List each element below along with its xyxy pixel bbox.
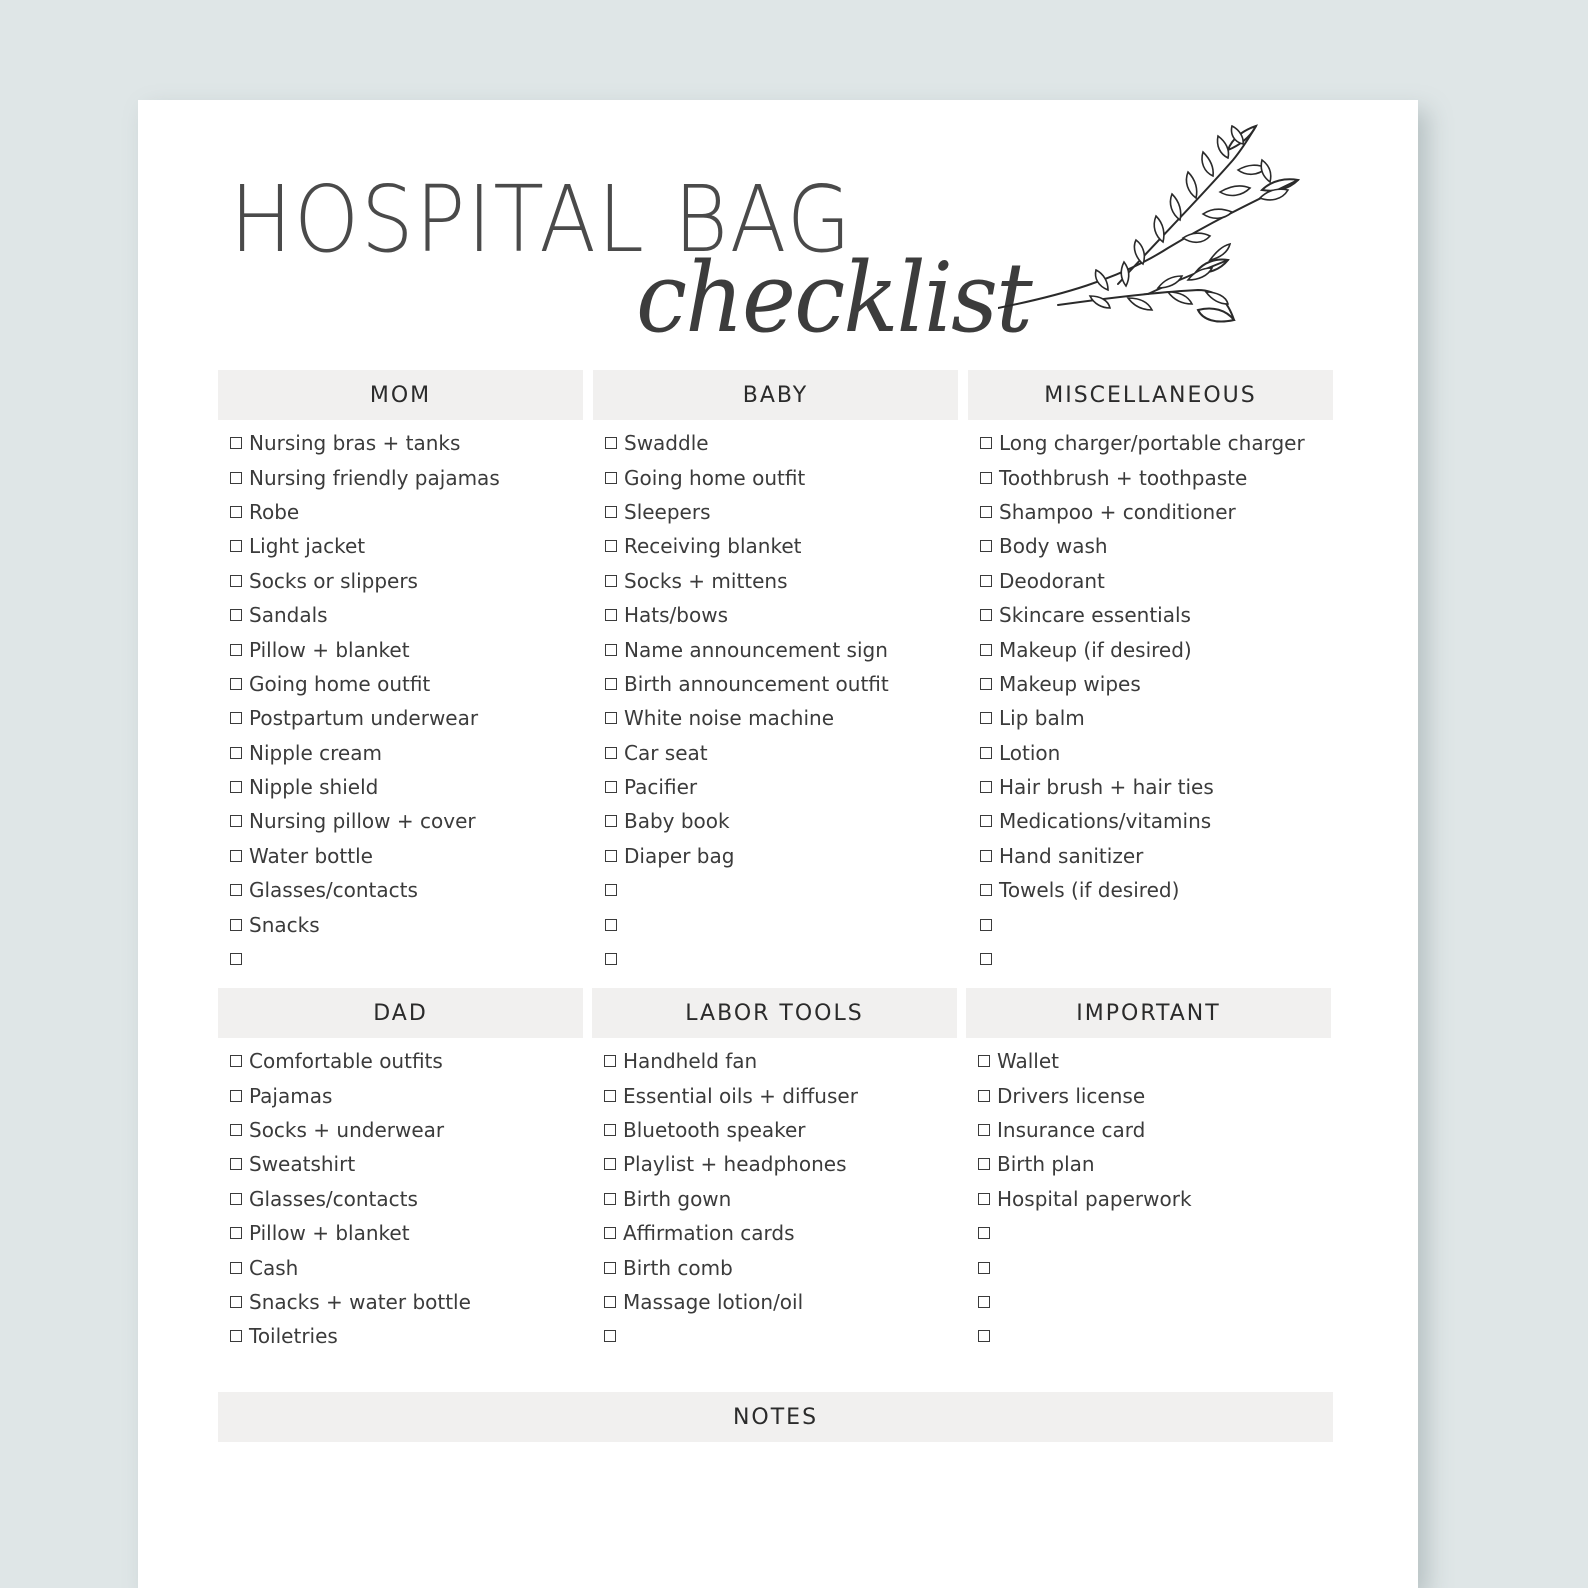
- checkbox-icon[interactable]: [230, 712, 242, 724]
- checklist-item[interactable]: [230, 460, 583, 494]
- checklist-item[interactable]: [605, 529, 958, 563]
- item-label: Nipple cream: [249, 740, 382, 765]
- checklist-item[interactable]: [605, 736, 958, 770]
- checkbox-icon[interactable]: [604, 1262, 616, 1274]
- checklist-item[interactable]: [980, 770, 1333, 804]
- checklist-item[interactable]: [230, 1285, 583, 1319]
- checklist-baby: [593, 420, 958, 976]
- checklist-item[interactable]: [604, 1319, 957, 1353]
- checkbox-icon[interactable]: [230, 781, 242, 793]
- checkbox-icon[interactable]: [605, 884, 617, 896]
- section-header-dad: DAD: [218, 988, 583, 1038]
- checklist-dad: [218, 1038, 583, 1354]
- section-labor-tools: [592, 988, 957, 1354]
- section-miscellaneous: [968, 370, 1333, 976]
- checklist-labor-tools: [592, 1038, 957, 1354]
- item-label: Toothbrush + toothpaste: [999, 465, 1248, 490]
- item-label: Socks + mittens: [624, 568, 788, 593]
- checkbox-icon[interactable]: [230, 472, 242, 484]
- checkbox-icon[interactable]: [604, 1124, 616, 1136]
- checkbox-icon[interactable]: [230, 1296, 242, 1308]
- checkbox-icon[interactable]: [605, 781, 617, 793]
- item-label: Wallet: [997, 1049, 1060, 1074]
- checklist-item[interactable]: [605, 942, 958, 976]
- item-label: Essential oils + diffuser: [623, 1083, 858, 1108]
- checkbox-icon[interactable]: [980, 678, 992, 690]
- checklist-item[interactable]: [230, 1216, 583, 1250]
- section-header-mom: MOM: [218, 370, 583, 420]
- checkbox-icon[interactable]: [978, 1158, 990, 1170]
- item-label: Receiving blanket: [624, 534, 802, 559]
- checklist-item[interactable]: [604, 1044, 957, 1078]
- checklist-item[interactable]: [980, 460, 1333, 494]
- item-label: Birth announcement outfit: [624, 671, 889, 696]
- checkbox-icon[interactable]: [230, 815, 242, 827]
- checkbox-icon[interactable]: [978, 1124, 990, 1136]
- checkbox-icon[interactable]: [604, 1227, 616, 1239]
- checklist-item[interactable]: [980, 736, 1333, 770]
- checkbox-icon[interactable]: [230, 953, 242, 965]
- checklist-item[interactable]: [980, 804, 1333, 838]
- checklist-item[interactable]: [604, 1182, 957, 1216]
- checklist-item[interactable]: [230, 1044, 583, 1078]
- item-label: Hand sanitizer: [999, 843, 1144, 868]
- checkbox-icon[interactable]: [978, 1090, 990, 1102]
- checklist-item[interactable]: [978, 1250, 1331, 1284]
- checklist-item[interactable]: [605, 701, 958, 735]
- item-label: Nipple shield: [249, 775, 379, 800]
- checklist-item[interactable]: [604, 1250, 957, 1284]
- checklist-item[interactable]: [230, 564, 583, 598]
- checklist-item[interactable]: [230, 701, 583, 735]
- item-label: Deodorant: [999, 568, 1105, 593]
- checkbox-icon[interactable]: [980, 781, 992, 793]
- checklist-item[interactable]: [980, 564, 1333, 598]
- item-label: Diaper bag: [624, 843, 735, 868]
- checklist-item[interactable]: [230, 495, 583, 529]
- item-label: Sandals: [249, 603, 328, 628]
- item-label: Lotion: [999, 740, 1061, 765]
- checklist-item[interactable]: [230, 1113, 583, 1147]
- section-header-miscellaneous: MISCELLANEOUS: [968, 370, 1333, 420]
- item-label: Postpartum underwear: [249, 706, 479, 731]
- checklist-item[interactable]: [605, 839, 958, 873]
- checkbox-icon[interactable]: [980, 919, 992, 931]
- checkbox-icon[interactable]: [604, 1158, 616, 1170]
- checklist-item[interactable]: [980, 632, 1333, 666]
- checkbox-icon[interactable]: [230, 644, 242, 656]
- section-header-important: IMPORTANT: [966, 988, 1331, 1038]
- section-header-labor-tools: LABOR TOOLS: [592, 988, 957, 1038]
- checklist-item[interactable]: [980, 495, 1333, 529]
- checklist-item[interactable]: [605, 804, 958, 838]
- checkbox-icon[interactable]: [980, 884, 992, 896]
- item-label: Baby book: [624, 809, 730, 834]
- checklist-item[interactable]: [978, 1147, 1331, 1181]
- checkbox-icon[interactable]: [980, 712, 992, 724]
- item-label: Towels (if desired): [999, 878, 1180, 903]
- item-label: White noise machine: [624, 706, 835, 731]
- item-label: Insurance card: [997, 1117, 1146, 1142]
- checkbox-icon[interactable]: [605, 919, 617, 931]
- item-label: Birth gown: [623, 1186, 732, 1211]
- checklist-item[interactable]: [230, 1250, 583, 1284]
- checklist-item[interactable]: [605, 873, 958, 907]
- checklist-item[interactable]: [230, 1182, 583, 1216]
- checklist-miscellaneous: [968, 420, 1333, 976]
- item-label: Glasses/contacts: [249, 1186, 418, 1211]
- checkbox-icon[interactable]: [980, 815, 992, 827]
- checkbox-icon[interactable]: [978, 1262, 990, 1274]
- section-baby: [593, 370, 958, 976]
- checklist-item[interactable]: [605, 907, 958, 941]
- item-label: Car seat: [624, 740, 708, 765]
- checkbox-icon[interactable]: [980, 953, 992, 965]
- checkbox-icon[interactable]: [980, 609, 992, 621]
- section-notes: [218, 1392, 1333, 1442]
- checkbox-icon[interactable]: [230, 437, 242, 449]
- checkbox-icon[interactable]: [980, 506, 992, 518]
- checkbox-icon[interactable]: [230, 1158, 242, 1170]
- checklist-item[interactable]: [230, 598, 583, 632]
- checklist-item[interactable]: [230, 942, 583, 976]
- checkbox-icon[interactable]: [980, 850, 992, 862]
- checklist-item[interactable]: [604, 1216, 957, 1250]
- checklist-item[interactable]: [230, 873, 583, 907]
- checklist-item[interactable]: [604, 1113, 957, 1147]
- checkbox-icon[interactable]: [604, 1330, 616, 1342]
- checkbox-icon[interactable]: [230, 575, 242, 587]
- checkbox-icon[interactable]: [230, 747, 242, 759]
- item-label: Swaddle: [624, 431, 709, 456]
- section-header-baby: BABY: [593, 370, 958, 420]
- checkbox-icon[interactable]: [605, 712, 617, 724]
- checklist-item[interactable]: [978, 1113, 1331, 1147]
- checkbox-icon[interactable]: [230, 1330, 242, 1342]
- checkbox-icon[interactable]: [605, 953, 617, 965]
- item-label: Snacks + water bottle: [249, 1289, 471, 1314]
- checklist-item[interactable]: [605, 460, 958, 494]
- checkbox-icon[interactable]: [605, 747, 617, 759]
- checklist-page: [138, 100, 1418, 1588]
- checkbox-icon[interactable]: [604, 1055, 616, 1067]
- checklist-item[interactable]: [978, 1078, 1331, 1112]
- checklist-item[interactable]: [980, 942, 1333, 976]
- checklist-item[interactable]: [230, 770, 583, 804]
- item-label: Medications/vitamins: [999, 809, 1212, 834]
- item-label: Makeup (if desired): [999, 637, 1192, 662]
- item-label: Hospital paperwork: [997, 1186, 1192, 1211]
- checkbox-icon[interactable]: [605, 506, 617, 518]
- checkbox-icon[interactable]: [230, 540, 242, 552]
- item-label: Going home outfit: [624, 465, 806, 490]
- item-label: Drivers license: [997, 1083, 1146, 1108]
- checklist-item[interactable]: [230, 529, 583, 563]
- checklist-item[interactable]: [230, 426, 583, 460]
- item-label: Sweatshirt: [249, 1152, 356, 1177]
- checkbox-icon[interactable]: [604, 1296, 616, 1308]
- checklist-item[interactable]: [978, 1285, 1331, 1319]
- checklist-item[interactable]: [978, 1319, 1331, 1353]
- checkbox-icon[interactable]: [230, 609, 242, 621]
- checklist-item[interactable]: [980, 529, 1333, 563]
- checklist-mom: [218, 420, 583, 976]
- item-label: Nursing pillow + cover: [249, 809, 476, 834]
- item-label: Hair brush + hair ties: [999, 775, 1214, 800]
- checklist-important: [966, 1038, 1331, 1354]
- item-label: Bluetooth speaker: [623, 1117, 806, 1142]
- checkbox-icon[interactable]: [230, 884, 242, 896]
- item-label: Massage lotion/oil: [623, 1289, 804, 1314]
- checklist-item[interactable]: [230, 1319, 583, 1353]
- section-header-notes: NOTES: [218, 1392, 1333, 1442]
- checklist-item[interactable]: [980, 701, 1333, 735]
- item-label: Birth plan: [997, 1152, 1095, 1177]
- item-label: Nursing friendly pajamas: [249, 465, 500, 490]
- checklist-item[interactable]: [605, 564, 958, 598]
- checkbox-icon[interactable]: [605, 472, 617, 484]
- item-label: Snacks: [249, 912, 320, 937]
- checkbox-icon[interactable]: [978, 1193, 990, 1205]
- checkbox-icon[interactable]: [230, 506, 242, 518]
- checklist-item[interactable]: [978, 1044, 1331, 1078]
- checkbox-icon[interactable]: [980, 644, 992, 656]
- section-dad: [218, 988, 583, 1354]
- item-label: Makeup wipes: [999, 671, 1141, 696]
- checkbox-icon[interactable]: [605, 575, 617, 587]
- item-label: Socks or slippers: [249, 568, 418, 593]
- item-label: Skincare essentials: [999, 603, 1191, 628]
- checkbox-icon[interactable]: [605, 850, 617, 862]
- checklist-item[interactable]: [980, 839, 1333, 873]
- checklist-item[interactable]: [604, 1147, 957, 1181]
- item-label: Body wash: [999, 534, 1108, 559]
- checkbox-icon[interactable]: [978, 1296, 990, 1308]
- checklist-item[interactable]: [604, 1285, 957, 1319]
- checkbox-icon[interactable]: [978, 1055, 990, 1067]
- item-label: Light jacket: [249, 534, 366, 559]
- checkbox-icon[interactable]: [978, 1227, 990, 1239]
- checklist-item[interactable]: [230, 1147, 583, 1181]
- checklist-item[interactable]: [980, 598, 1333, 632]
- checklist-item[interactable]: [230, 804, 583, 838]
- item-label: Glasses/contacts: [249, 878, 418, 903]
- item-label: Socks + underwear: [249, 1117, 445, 1142]
- checkbox-icon[interactable]: [230, 1193, 242, 1205]
- checklist-item[interactable]: [605, 632, 958, 666]
- item-label: Affirmation cards: [623, 1221, 795, 1246]
- item-label: Birth comb: [623, 1255, 733, 1280]
- item-label: Playlist + headphones: [623, 1152, 847, 1177]
- item-label: Going home outfit: [249, 671, 431, 696]
- item-label: Pacifier: [624, 775, 698, 800]
- checkbox-icon[interactable]: [604, 1193, 616, 1205]
- item-label: Robe: [249, 499, 300, 524]
- checklist-item[interactable]: [230, 839, 583, 873]
- item-label: Pajamas: [249, 1083, 333, 1108]
- checklist-item[interactable]: [230, 1078, 583, 1112]
- checkbox-icon[interactable]: [230, 1124, 242, 1136]
- checkbox-icon[interactable]: [230, 678, 242, 690]
- section-important: [966, 988, 1331, 1354]
- checkbox-icon[interactable]: [604, 1090, 616, 1102]
- checkbox-icon[interactable]: [605, 609, 617, 621]
- checkbox-icon[interactable]: [978, 1330, 990, 1342]
- item-label: Comfortable outfits: [249, 1049, 443, 1074]
- item-label: Hats/bows: [624, 603, 729, 628]
- checkbox-icon[interactable]: [230, 1055, 242, 1067]
- checkbox-icon[interactable]: [605, 644, 617, 656]
- checkbox-icon[interactable]: [605, 678, 617, 690]
- checkbox-icon[interactable]: [605, 815, 617, 827]
- item-label: Toiletries: [249, 1324, 338, 1349]
- item-label: Name announcement sign: [624, 637, 888, 662]
- checklist-item[interactable]: [605, 770, 958, 804]
- item-label: Cash: [249, 1255, 299, 1280]
- item-label: Shampoo + conditioner: [999, 499, 1236, 524]
- checklist-item[interactable]: [230, 667, 583, 701]
- item-label: Handheld fan: [623, 1049, 758, 1074]
- checklist-item[interactable]: [604, 1078, 957, 1112]
- item-label: Lip balm: [999, 706, 1085, 731]
- item-label: Water bottle: [249, 843, 373, 868]
- checklist-item[interactable]: [605, 667, 958, 701]
- checkbox-icon[interactable]: [980, 437, 992, 449]
- checklist-item[interactable]: [980, 667, 1333, 701]
- checkbox-icon[interactable]: [980, 747, 992, 759]
- leafy-sprig-icon: [998, 120, 1358, 350]
- checklist-item[interactable]: [605, 495, 958, 529]
- item-label: Long charger/portable charger: [999, 431, 1305, 456]
- checkbox-icon[interactable]: [605, 540, 617, 552]
- checkbox-icon[interactable]: [980, 472, 992, 484]
- checklist-item[interactable]: [230, 736, 583, 770]
- checkbox-icon[interactable]: [230, 1090, 242, 1102]
- checklist-item[interactable]: [980, 426, 1333, 460]
- page-subtitle-script: checklist: [636, 242, 1031, 354]
- checkbox-icon[interactable]: [230, 1227, 242, 1239]
- checklist-item[interactable]: [980, 873, 1333, 907]
- item-label: Pillow + blanket: [249, 1221, 410, 1246]
- checkbox-icon[interactable]: [230, 850, 242, 862]
- checklist-item[interactable]: [978, 1216, 1331, 1250]
- checklist-item[interactable]: [230, 632, 583, 666]
- checkbox-icon[interactable]: [980, 575, 992, 587]
- checklist-item[interactable]: [978, 1182, 1331, 1216]
- checkbox-icon[interactable]: [605, 437, 617, 449]
- checklist-item[interactable]: [605, 426, 958, 460]
- item-label: Sleepers: [624, 499, 711, 524]
- checklist-item[interactable]: [605, 598, 958, 632]
- checklist-item[interactable]: [980, 907, 1333, 941]
- item-label: Pillow + blanket: [249, 637, 410, 662]
- checkbox-icon[interactable]: [230, 919, 242, 931]
- item-label: Nursing bras + tanks: [249, 431, 461, 456]
- checklist-item[interactable]: [230, 907, 583, 941]
- section-mom: [218, 370, 583, 976]
- page-title: HOSPITAL BAG: [230, 166, 853, 273]
- checkbox-icon[interactable]: [230, 1262, 242, 1274]
- checkbox-icon[interactable]: [980, 540, 992, 552]
